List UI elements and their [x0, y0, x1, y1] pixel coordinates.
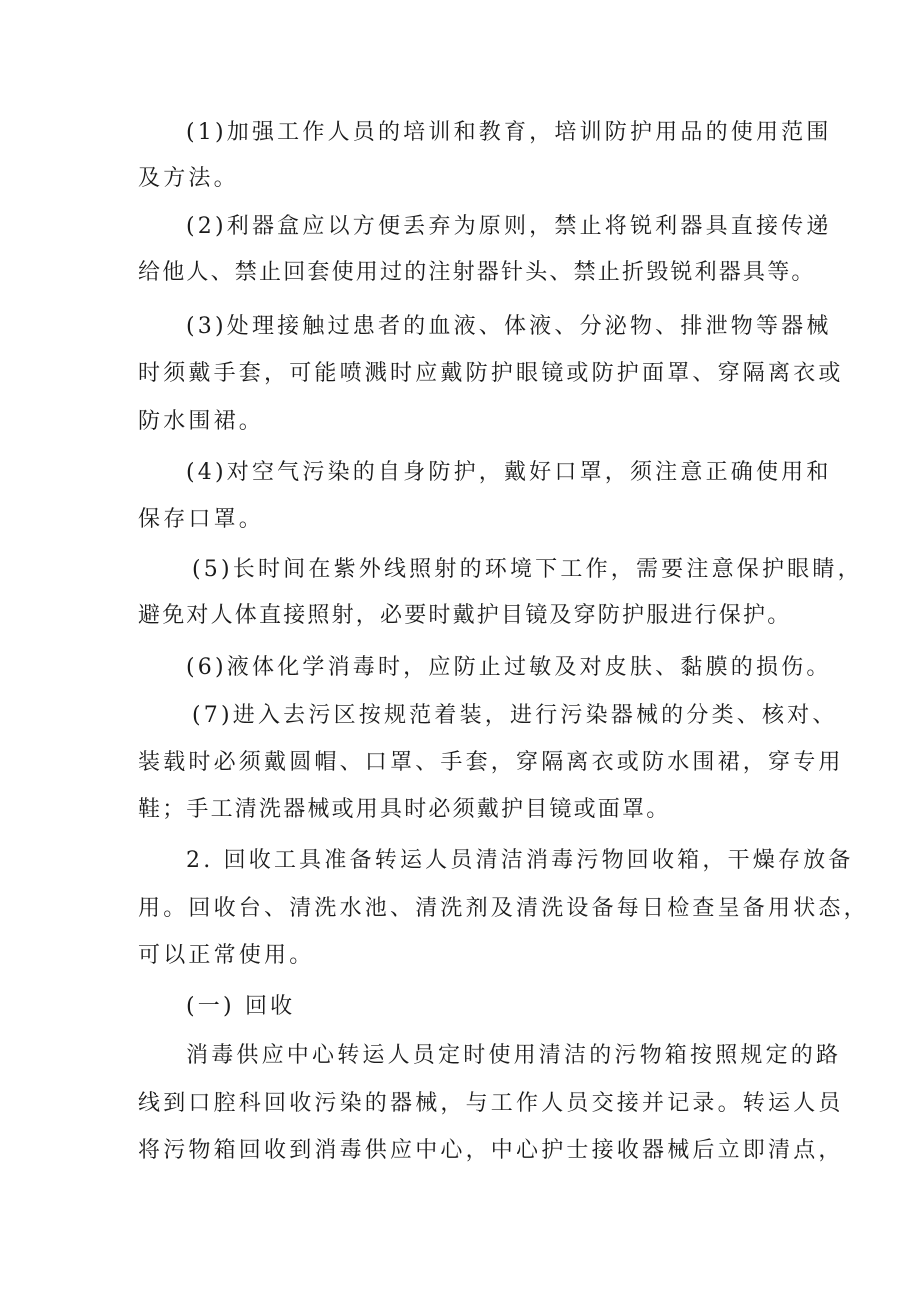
paragraph-4-line-1: (4)对空气污染的自身防护，戴好口罩，须注意正确使用和	[186, 460, 832, 485]
paragraph-3-line-2: 时须戴手套，可能喷溅时应戴防护眼镜或防护面罩、穿隔离衣或	[138, 361, 844, 386]
paragraph-2-line-1: (2)利器盒应以方便丢弃为原则，禁止将锐利器具直接传递	[186, 214, 832, 239]
paragraph-8-line-2: 用。回收台、清洗水池、清洗剂及清洗设备每日检查呈备用状态，	[138, 896, 869, 921]
paragraph-7-line-2: 装载时必须戴圆帽、口罩、手套，穿隔离衣或防水围裙，穿专用	[138, 750, 844, 775]
paragraph-9-line-2: 线到口腔科回收污染的器械，与工作人员交接并记录。转运人员	[138, 1091, 844, 1116]
paragraph-7-line-3: 鞋；手工清洗器械或用具时必须戴护目镜或面罩。	[138, 797, 671, 822]
paragraph-5-line-1: (5)长时间在紫外线照射的环境下工作，需要注意保护眼睛，	[192, 557, 863, 582]
paragraph-6-line-1: (6)液体化学消毒时，应防止过敏及对皮肤、黏膜的损伤。	[186, 655, 832, 680]
paragraph-5-line-2: 避免对人体直接照射，必要时戴护目镜及穿防护服进行保护。	[138, 603, 792, 628]
paragraph-1-line-1: (1)加强工作人员的培训和教育，培训防护用品的使用范围	[186, 120, 832, 145]
paragraph-8-line-1: 2. 回收工具准备转运人员清洁消毒污物回收箱，干燥存放备	[186, 848, 854, 873]
paragraph-4-line-2: 保存口罩。	[138, 507, 265, 532]
paragraph-1-line-2: 及方法。	[138, 166, 239, 191]
paragraph-2-line-2: 给他人、禁止回套使用过的注射器针头、禁止折毁锐利器具等。	[138, 260, 816, 285]
paragraph-9-line-3: 将污物箱回收到消毒供应中心，中心护士接收器械后立即清点，	[138, 1138, 844, 1163]
paragraph-9-line-1: 消毒供应中心转运人员定时使用清洁的污物箱按照规定的路	[186, 1043, 842, 1068]
section-heading: (一) 回收	[186, 994, 296, 1019]
paragraph-3-line-3: 防水围裙。	[138, 409, 265, 434]
paragraph-7-line-1: (7)进入去污区按规范着装，进行污染器械的分类、核对、	[192, 703, 838, 728]
paragraph-3-line-1: (3)处理接触过患者的血液、体液、分泌物、排泄物等器械	[186, 314, 832, 339]
paragraph-8-line-3: 可以正常使用。	[138, 943, 315, 968]
